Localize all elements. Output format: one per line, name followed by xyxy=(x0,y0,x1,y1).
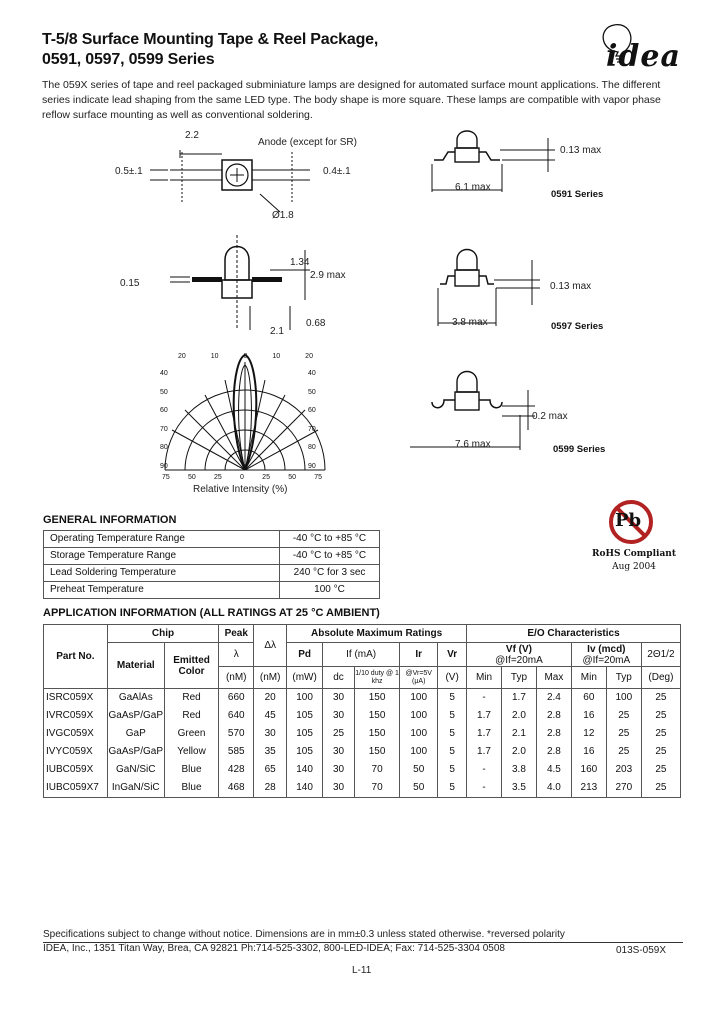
pd: 140 xyxy=(287,761,323,779)
polar-bottom-label: 0 xyxy=(240,474,244,481)
material: GaAlAs xyxy=(107,689,164,708)
dim-0-4: 0.4±.1 xyxy=(323,166,351,177)
if-pulse: 150 xyxy=(354,725,399,743)
vr: 5 xyxy=(438,779,467,798)
pd: 140 xyxy=(287,779,323,798)
material: GaAsP/GaP xyxy=(107,707,164,725)
header-vf xyxy=(467,643,572,667)
general-label: Lead Soldering Temperature xyxy=(44,565,280,582)
title-line-1: T-5/8 Surface Mounting Tape & Reel Package, xyxy=(42,31,379,48)
dim-2-1: 2.1 xyxy=(270,326,284,337)
table-row xyxy=(44,725,681,743)
part-no: IUBC059X7 xyxy=(44,779,108,798)
polar-bottom-labels xyxy=(162,474,322,481)
delta-lambda: 35 xyxy=(254,743,287,761)
vf-min: 1.7 xyxy=(467,743,502,761)
iv-min: 16 xyxy=(571,707,606,725)
iv-typ: 25 xyxy=(606,707,641,725)
header-if: If (mA) xyxy=(323,643,400,667)
part-no: IVGC059X xyxy=(44,725,108,743)
series-drawings xyxy=(410,120,610,470)
if-dc: 30 xyxy=(323,707,355,725)
if-pulse: 70 xyxy=(354,779,399,798)
header-peak: Peak xyxy=(219,625,254,643)
iv-min: 213 xyxy=(571,779,606,798)
header-vf-cond: @If=20mA xyxy=(495,654,543,666)
intro-paragraph: The 059X series of tape and reel packaged subminiature lamps are designed for automated surface mount applications. The different series indicate lead shaping from the same LED type. The body shape is more square. These lamps are compatible with vapor phase reflow surface mounting as well as conventional soldering. xyxy=(42,79,661,121)
general-table xyxy=(43,530,380,599)
table-row xyxy=(44,531,380,548)
material: GaAsP/GaP xyxy=(107,743,164,761)
theta: 25 xyxy=(641,689,680,708)
polar-left-label: 80 xyxy=(160,444,168,452)
part-no: IVYC059X xyxy=(44,743,108,761)
iv-typ: 270 xyxy=(606,779,641,798)
vf-typ: 2.1 xyxy=(501,725,536,743)
header-emitted-color: Emitted Color xyxy=(164,643,218,689)
vf-typ: 1.7 xyxy=(501,689,536,708)
delta-lambda: 28 xyxy=(254,779,287,798)
peak: 640 xyxy=(219,707,254,725)
polar-right-label: 80 xyxy=(308,444,316,452)
polar-right-label: 50 xyxy=(308,388,316,396)
table-row xyxy=(44,707,681,725)
polar-top-labels xyxy=(178,353,313,360)
footer-address: IDEA, Inc., 1351 Titan Way, Brea, CA 92821 Ph:714-525-3302, 800-LED-IDEA; Fax: 714-525-3304 0508 xyxy=(43,943,505,954)
pd: 105 xyxy=(287,725,323,743)
dim-1-34: 1.34 xyxy=(290,257,310,268)
peak: 468 xyxy=(219,779,254,798)
header-vr: Vr xyxy=(438,643,467,667)
ir: 50 xyxy=(400,761,438,779)
dim-0-15: 0.15 xyxy=(120,278,140,289)
title-line-2: 0591, 0597, 0599 Series xyxy=(42,51,215,68)
s0591-label: 0591 Series xyxy=(551,189,604,200)
ir: 50 xyxy=(400,779,438,798)
rohs-symbol: Pb xyxy=(615,510,642,531)
s0599-width: 7.6 max xyxy=(455,439,491,450)
unit-nm: (nM) xyxy=(219,667,254,689)
general-value: 100 °C xyxy=(280,582,380,599)
polar-top-label: 20 xyxy=(178,353,186,360)
header-chip: Chip xyxy=(107,625,219,643)
part-no: IUBC059X xyxy=(44,761,108,779)
header-vf-label: Vf (V) xyxy=(505,643,533,655)
ir: 100 xyxy=(400,707,438,725)
theta: 25 xyxy=(641,725,680,743)
theta: 25 xyxy=(641,779,680,798)
general-label: Preheat Temperature xyxy=(44,582,280,599)
iv-min: 60 xyxy=(571,689,606,708)
polar-right-labels xyxy=(308,370,316,470)
delta-lambda: 45 xyxy=(254,707,287,725)
polar-left-label: 50 xyxy=(160,388,168,396)
iv-typ: 25 xyxy=(606,743,641,761)
unit-dc: dc xyxy=(323,667,355,689)
iv-typ: 25 xyxy=(606,725,641,743)
s0599-label: 0599 Series xyxy=(553,444,606,455)
polar-left-label: 60 xyxy=(160,407,168,415)
unit-max: Max xyxy=(536,667,571,689)
theta: 25 xyxy=(641,761,680,779)
rohs-badge xyxy=(585,498,685,578)
header-pd: Pd xyxy=(287,643,323,667)
vf-max: 2.8 xyxy=(536,707,571,725)
header-part-no: Part No. xyxy=(44,625,108,689)
vr: 5 xyxy=(438,707,467,725)
polar-right-label: 40 xyxy=(308,370,316,377)
header-theta: 2Θ1/2 xyxy=(641,643,680,667)
polar-left-label: 90 xyxy=(160,462,168,470)
ir: 100 xyxy=(400,725,438,743)
s0597-label: 0597 Series xyxy=(551,321,604,332)
header-eo: E/O Characteristics xyxy=(467,625,681,643)
material: GaN/SiC xyxy=(107,761,164,779)
s0597-max-h: 0.13 max xyxy=(550,281,592,292)
general-value: -40 °C to +85 °C xyxy=(280,531,380,548)
polar-bottom-label: 50 xyxy=(288,474,296,481)
unit-pulse: 1/10 duty @ 1 khz xyxy=(354,667,399,689)
vf-max: 2.8 xyxy=(536,725,571,743)
vf-min: - xyxy=(467,689,502,708)
if-dc: 30 xyxy=(323,689,355,708)
color: Blue xyxy=(164,761,218,779)
polar-bottom-label: 75 xyxy=(314,474,322,481)
logo-text: idea xyxy=(606,39,681,74)
s0591-width: 6.1 max xyxy=(455,182,491,193)
vf-min: - xyxy=(467,779,502,798)
footer-note: Specifications subject to change without notice. Dimensions are in mm±0.3 unless stated otherwise. *reversed polarity xyxy=(43,929,565,940)
iv-min: 16 xyxy=(571,743,606,761)
polar-bottom-label: 25 xyxy=(262,474,270,481)
unit-min: Min xyxy=(571,667,606,689)
table-row xyxy=(44,779,681,798)
vf-max: 4.5 xyxy=(536,761,571,779)
vf-max: 4.0 xyxy=(536,779,571,798)
if-pulse: 70 xyxy=(354,761,399,779)
ir: 100 xyxy=(400,743,438,761)
color: Green xyxy=(164,725,218,743)
application-table xyxy=(43,624,681,798)
delta-lambda: 20 xyxy=(254,689,287,708)
dim-0-5: 0.5±.1 xyxy=(115,166,143,177)
table-row xyxy=(44,582,380,599)
pd: 100 xyxy=(287,689,323,708)
unit-min: Min xyxy=(467,667,502,689)
vf-max: 2.4 xyxy=(536,689,571,708)
if-dc: 30 xyxy=(323,761,355,779)
vr: 5 xyxy=(438,725,467,743)
polar-right-label: 90 xyxy=(308,462,316,470)
if-pulse: 150 xyxy=(354,707,399,725)
vf-typ: 3.5 xyxy=(501,779,536,798)
s0599-max-h: 0.2 max xyxy=(532,411,568,422)
unit-typ: Typ xyxy=(606,667,641,689)
unit-mw: (mW) xyxy=(287,667,323,689)
peak: 585 xyxy=(219,743,254,761)
unit-nm: (nM) xyxy=(254,667,287,689)
general-label: Operating Temperature Range xyxy=(44,531,280,548)
dim-2-9: 2.9 max xyxy=(310,270,346,281)
part-no: ISRC059X xyxy=(44,689,108,708)
header-delta-lambda: Δλ xyxy=(254,625,287,667)
unit-v: (V) xyxy=(438,667,467,689)
material: InGaN/SiC xyxy=(107,779,164,798)
series-0597-drawing xyxy=(438,250,540,327)
unit-deg: (Deg) xyxy=(641,667,680,689)
color: Red xyxy=(164,707,218,725)
vf-typ: 2.0 xyxy=(501,743,536,761)
polar-top-label: 20 xyxy=(305,353,313,360)
vr: 5 xyxy=(438,761,467,779)
footer-doc-no: 013S-059X xyxy=(616,945,667,956)
vf-min: 1.7 xyxy=(467,725,502,743)
if-pulse: 150 xyxy=(354,743,399,761)
delta-lambda: 30 xyxy=(254,725,287,743)
package-drawing xyxy=(110,130,360,500)
polar-left-label: 40 xyxy=(160,370,168,377)
vf-min: 1.7 xyxy=(467,707,502,725)
polar-left-label: 70 xyxy=(160,425,168,433)
unit-ir: @Vr=5V (μA) xyxy=(400,667,438,689)
general-value: 240 °C for 3 sec xyxy=(280,565,380,582)
dim-1-8: Ø1.8 xyxy=(272,210,294,221)
vr: 5 xyxy=(438,743,467,761)
theta: 25 xyxy=(641,743,680,761)
unit-typ: Typ xyxy=(501,667,536,689)
if-dc: 25 xyxy=(323,725,355,743)
color: Yellow xyxy=(164,743,218,761)
header-iv-label: Iv (mcd) xyxy=(587,643,626,655)
color: Blue xyxy=(164,779,218,798)
rohs-line-1: RoHS Compliant xyxy=(592,549,676,559)
peak: 660 xyxy=(219,689,254,708)
ir: 100 xyxy=(400,689,438,708)
header-iv xyxy=(571,643,641,667)
header-abs-max: Absolute Maximum Ratings xyxy=(287,625,467,643)
material: GaP xyxy=(107,725,164,743)
table-row xyxy=(44,565,380,582)
series-0591-drawing xyxy=(432,131,555,192)
header-material: Material xyxy=(107,643,164,689)
if-dc: 30 xyxy=(323,779,355,798)
pd: 105 xyxy=(287,707,323,725)
peak: 428 xyxy=(219,761,254,779)
rohs-line-2: Aug 2004 xyxy=(612,562,656,572)
dim-anode: Anode (except for SR) xyxy=(258,137,357,148)
vr: 5 xyxy=(438,689,467,708)
theta: 25 xyxy=(641,707,680,725)
color: Red xyxy=(164,689,218,708)
vf-typ: 3.8 xyxy=(501,761,536,779)
polar-right-label: 70 xyxy=(308,425,316,433)
if-pulse: 150 xyxy=(354,689,399,708)
page-title xyxy=(42,30,378,70)
polar-left-labels xyxy=(160,370,168,470)
iv-min: 12 xyxy=(571,725,606,743)
header-lambda: λ xyxy=(219,643,254,667)
table-row xyxy=(44,689,681,708)
general-heading: GENERAL INFORMATION xyxy=(43,514,177,526)
dim-0-68: 0.68 xyxy=(306,318,326,329)
polar-top-label: 10 xyxy=(210,353,219,360)
polar-bottom-label: 75 xyxy=(162,474,170,481)
delta-lambda: 65 xyxy=(254,761,287,779)
iv-typ: 100 xyxy=(606,689,641,708)
vf-typ: 2.0 xyxy=(501,707,536,725)
header-ir: Ir xyxy=(400,643,438,667)
general-label: Storage Temperature Range xyxy=(44,548,280,565)
part-no: IVRC059X xyxy=(44,707,108,725)
vf-max: 2.8 xyxy=(536,743,571,761)
polar-bottom-label: 25 xyxy=(214,474,222,481)
table-row xyxy=(44,761,681,779)
polar-xlabel: Relative Intensity (%) xyxy=(193,484,288,495)
s0591-max-h: 0.13 max xyxy=(560,145,602,156)
polar-top-label: 0 xyxy=(243,353,248,360)
iv-min: 160 xyxy=(571,761,606,779)
polar-top-label: 10 xyxy=(272,353,281,360)
pd: 105 xyxy=(287,743,323,761)
table-row xyxy=(44,743,681,761)
vf-min: - xyxy=(467,761,502,779)
peak: 570 xyxy=(219,725,254,743)
polar-right-label: 60 xyxy=(308,407,316,415)
s0597-width: 3.8 max xyxy=(452,317,488,328)
header-iv-cond: @If=20mA xyxy=(582,654,631,666)
general-value: -40 °C to +85 °C xyxy=(280,548,380,565)
polar-chart xyxy=(165,355,325,470)
table-row xyxy=(44,548,380,565)
if-dc: 30 xyxy=(323,743,355,761)
iv-typ: 203 xyxy=(606,761,641,779)
idea-logo xyxy=(590,22,680,78)
dim-2-2: 2.2 xyxy=(185,130,199,141)
page-number: L-11 xyxy=(352,965,372,976)
application-heading: APPLICATION INFORMATION (ALL RATINGS AT 25 °C AMBIENT) xyxy=(43,607,380,619)
polar-bottom-label: 50 xyxy=(188,474,196,481)
